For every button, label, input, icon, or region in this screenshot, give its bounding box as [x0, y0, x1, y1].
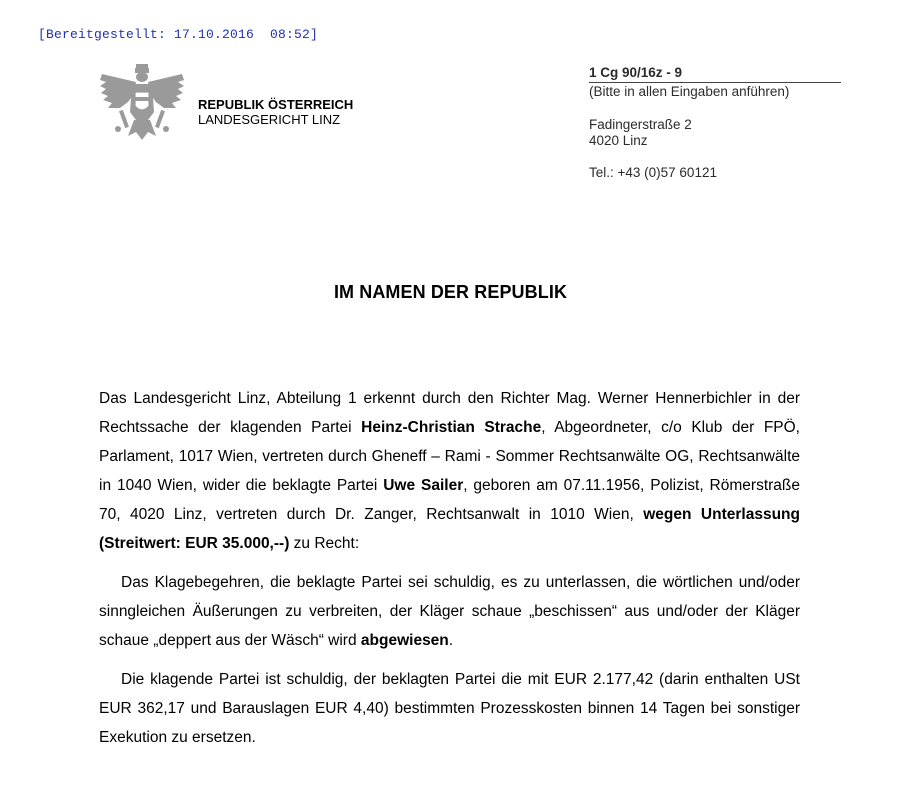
paragraph-ruling [99, 568, 800, 655]
ruling-result: abgewiesen [360, 632, 449, 649]
paragraph-parties-text-d: zu Recht: [289, 535, 360, 552]
paragraph-ruling-text-b: . [448, 632, 454, 649]
paragraph-parties [99, 384, 800, 558]
court-header [198, 97, 353, 127]
case-info [589, 64, 841, 181]
case-number: 1 Cg 90/16z - 9 [589, 64, 841, 83]
document-title: IM NAMEN DER REPUBLIK [333, 282, 568, 302]
austrian-eagle-emblem [98, 62, 186, 144]
paragraph-parties-text-a: Das Landesgericht Linz, Abteilung 1 erkennt durch den Richter Mag. Werner Hennerbichler in der Rechtssache der klagenden Partei [99, 390, 800, 436]
court-phone: Tel.: +43 (0)57 60121 [589, 165, 717, 180]
paragraph-ruling-text-a: Das Klagebegehren, die beklagte Partei sei schuldig, es zu unterlassen, die wörtlichen und/oder sinngleichen Äußerungen zu verbreiten, der Kläger schaue „beschissen“ aus und/oder der Kläger schaue „deppert aus der Wäsch“ wird [99, 574, 800, 649]
paragraph-parties-text-b: , Abgeordneter, c/o Klub der FPÖ, Parlament, 1017 Wien, vertreten durch Gheneff – Rami - Sommer Rechtsanwälte OG, Rechtsanwälte in 1040 Wien, wider die beklagte Partei [99, 419, 800, 494]
court-city: 4020 Linz [589, 133, 648, 148]
provision-timestamp: [Bereitgestellt: 17.10.2016 08:52] [38, 27, 319, 42]
paragraph-costs: Die klagende Partei ist schuldig, der beklagten Partei die mit EUR 2.177,42 (darin enthalten USt EUR 362,17 und Barauslagen EUR 4,40) bestimmten Prozesskosten binnen 14 Tagen bei sonstiger Exekution zu ersetzen. [99, 671, 800, 746]
court-name: LANDESGERICHT LINZ [198, 112, 341, 127]
case-number-hint: (Bitte in allen Eingaben anführen) [589, 84, 790, 99]
court-country: REPUBLIK ÖSTERREICH [198, 97, 354, 112]
judgment-body [99, 384, 800, 752]
court-street: Fadingerstraße 2 [589, 117, 692, 132]
plaintiff-name: Heinz-Christian Strache [361, 419, 542, 436]
defendant-name: Uwe Sailer [383, 477, 464, 494]
case-subject: wegen Unterlassung (Streitwert: EUR 35.000,--) [99, 506, 800, 552]
court-address [589, 117, 841, 149]
paragraph-parties-text-c: , geboren am 07.11.1956, Polizist, Römerstraße 70, 4020 Linz, vertreten durch Dr. Zanger, Rechtsanwalt in 1010 Wien, [99, 477, 800, 523]
